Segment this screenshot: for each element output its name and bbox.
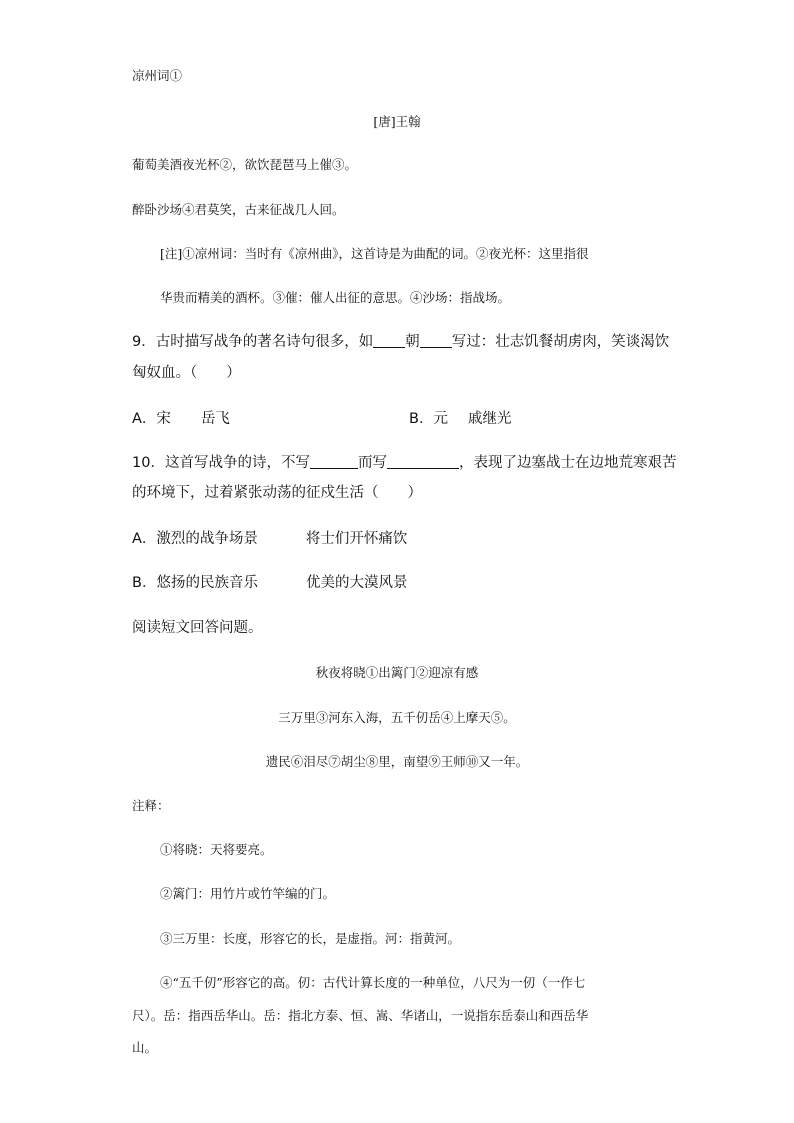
option-b-label: B．元 bbox=[409, 411, 448, 427]
question-9-option-a[interactable] bbox=[132, 411, 230, 428]
question-10-blank-2[interactable] bbox=[387, 468, 459, 469]
question-9-text-1: 9．古时描写战争的著名诗句很多，如 bbox=[132, 334, 374, 350]
poem-line-1: 葡萄美酒夜光杯②，欲饮琵琶马上催③。 bbox=[132, 157, 358, 172]
reading-prompt: 阅读短文回答问题。 bbox=[132, 620, 263, 636]
option-a-text: 将士们开怀痛饮 bbox=[305, 531, 408, 547]
question-10-text-2: 而写 bbox=[357, 455, 387, 471]
question-9-blank-1[interactable] bbox=[373, 347, 405, 348]
poem-note-line-2: 华贵而精美的酒杯。③催：催人出征的意思。④沙场：指战场。 bbox=[160, 290, 511, 305]
question-10-option-b[interactable] bbox=[132, 575, 407, 592]
option-b-text: 戚继光 bbox=[467, 411, 512, 427]
poem-note-line-1: [注]①凉州词：当时有《凉州曲》，这首诗是为曲配的词。②夜光杯：这里指很 bbox=[160, 246, 589, 261]
poem-title: 凉州词① bbox=[132, 68, 183, 83]
option-b-text: 优美的大漠风景 bbox=[305, 575, 408, 591]
note-3: ③三万里：长度，形容它的长，是虚指。河：指黄河。 bbox=[160, 931, 461, 946]
option-b-label: B．悠扬的民族音乐 bbox=[132, 575, 258, 591]
option-a-label: A．宋 bbox=[132, 411, 171, 427]
notes-heading: 注释： bbox=[132, 798, 170, 813]
question-10-text-3: ，表现了边塞战士在边地荒寒艰苦 bbox=[458, 455, 677, 471]
question-10-text-1: 10．这首写战争的诗，不写 bbox=[132, 455, 310, 471]
question-9-option-b[interactable] bbox=[409, 411, 511, 428]
note-4-line-2: 尺）。岳：指西岳华山。岳：指北方泰、恒、嵩、华诸山，一说指东岳泰山和西岳华 bbox=[132, 1008, 589, 1023]
poem-2-line-2: 遗民⑥泪尽⑦胡尘⑧里，南望⑨王师⑩又一年。 bbox=[265, 754, 529, 769]
poem-2-title: 秋夜将晓①出篱门②迎凉有感 bbox=[315, 665, 479, 680]
question-10-blank-1[interactable] bbox=[310, 468, 358, 469]
note-4-line-1: ④“五千仞”形容它的高。仞：古代计算长度的一种单位，八尺为一仞（一作七 bbox=[160, 975, 586, 990]
question-9-text-3: 写过：壮志饥餐胡虏肉，笑谈渴饮 bbox=[451, 334, 670, 350]
note-2: ②篱门：用竹片或竹竿编的门。 bbox=[160, 886, 336, 901]
question-10-line-2: 的环境下，过着紧张动荡的征戍生活（ ） bbox=[132, 485, 422, 501]
question-9-blank-2[interactable] bbox=[420, 347, 452, 348]
option-a-label: A．激烈的战争场景 bbox=[132, 531, 258, 547]
note-4-line-3: 山。 bbox=[132, 1040, 158, 1055]
poem-author: [唐]王翰 bbox=[373, 114, 421, 129]
question-9 bbox=[132, 334, 669, 351]
question-10 bbox=[132, 455, 676, 472]
question-9-text-2: 朝 bbox=[405, 334, 420, 350]
question-9-line-2: 匈奴血。（ ） bbox=[132, 365, 241, 381]
option-a-text: 岳飞 bbox=[200, 411, 230, 427]
poem-2-line-1: 三万里③河东入海，五千仞岳④上摩天⑤。 bbox=[278, 710, 516, 725]
question-10-option-a[interactable] bbox=[132, 531, 407, 548]
note-1: ①将晓：天将要亮。 bbox=[160, 842, 273, 857]
poem-line-2: 醉卧沙场④君莫笑，古来征战几人回。 bbox=[132, 202, 345, 217]
